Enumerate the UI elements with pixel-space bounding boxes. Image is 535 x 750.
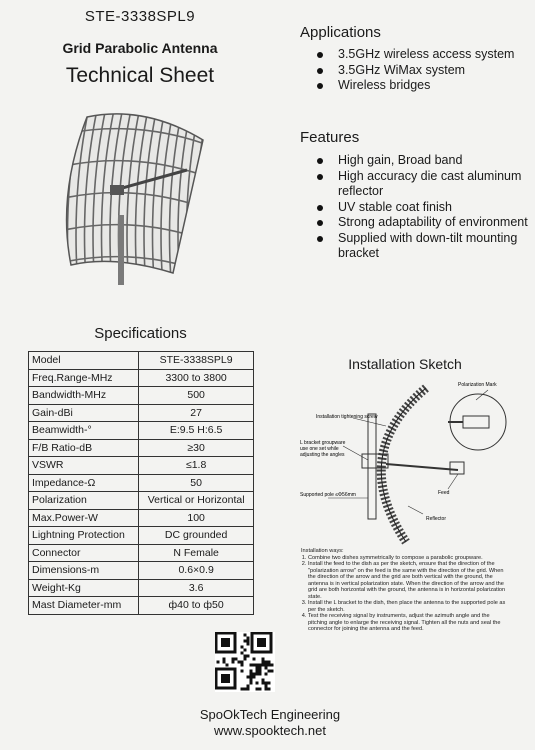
spec-value: 500 — [139, 387, 254, 405]
spec-label: F/B Ratio-dB — [29, 439, 139, 457]
spec-label: Polarization — [29, 492, 139, 510]
bracket-label: L bracket groupware use one set while adjusting the angles — [300, 440, 346, 458]
spec-label: Weight-Kg — [29, 579, 139, 597]
spec-value: DC grounded — [139, 527, 254, 545]
spec-label: Connector — [29, 544, 139, 562]
list-item: 4. Test the receiving signal by instruments, adjust the azimuth angle and the pitching angle to enlarge the receiving signal. Tighten all the nuts and seal the connector for joining the antenna and the feed. — [308, 613, 506, 633]
table-row — [29, 422, 254, 440]
list-item: 3.5GHz wireless access system — [300, 47, 530, 63]
tightening-screw-label: Installation tightening screw — [316, 414, 378, 420]
applications-list — [300, 47, 530, 94]
polarization-mark-label: Polarization Mark — [458, 382, 497, 388]
installation-ways-title: Installation ways: — [301, 548, 344, 554]
specifications-title: Specifications — [94, 325, 187, 342]
spec-value: 3.6 — [139, 579, 254, 597]
spec-value: 0.6×0.9 — [139, 562, 254, 580]
model-heading: STE-3338SPL9 — [84, 8, 196, 25]
list-item: Wireless bridges — [300, 78, 530, 94]
company-name: SpoOkTech Engineering — [199, 707, 341, 722]
installation-sketch-diagram — [298, 374, 510, 546]
list-item: Strong adaptability of environment — [300, 215, 530, 231]
spec-label: Gain-dBi — [29, 404, 139, 422]
spec-value: 100 — [139, 509, 254, 527]
spec-value: 27 — [139, 404, 254, 422]
installation-title: Installation Sketch — [348, 356, 462, 372]
table-row — [29, 352, 254, 370]
spec-value: N Female — [139, 544, 254, 562]
antenna-image — [55, 105, 205, 285]
spec-label: Freq.Range-MHz — [29, 369, 139, 387]
spec-value: ф40 to ф50 — [139, 597, 254, 615]
list-item: 3.5GHz WiMax system — [300, 63, 530, 79]
spec-label: Lightning Protection — [29, 527, 139, 545]
list-item: 1. Combine two dishes symmetrically to compose a parabolic groupware. — [308, 555, 506, 562]
list-item: High gain, Broad band — [300, 153, 530, 169]
spec-label: Mast Diameter-mm — [29, 597, 139, 615]
table-row — [29, 474, 254, 492]
pole-label: Supported pole ≤Φ56mm — [300, 492, 356, 498]
table-row — [29, 404, 254, 422]
qr-code-image — [215, 632, 275, 692]
spec-label: Beamwidth-° — [29, 422, 139, 440]
table-row — [29, 492, 254, 510]
spec-value: E:9.5 H:6.5 — [139, 422, 254, 440]
list-item: Supplied with down-tilt mounting bracket — [300, 231, 530, 262]
spec-value: STE-3338SPL9 — [139, 352, 254, 370]
spec-label: Bandwidth-MHz — [29, 387, 139, 405]
table-row — [29, 369, 254, 387]
features-list — [300, 153, 530, 262]
table-row — [29, 579, 254, 597]
sheet-title: Technical Sheet — [65, 64, 215, 87]
product-heading: Grid Parabolic Antenna — [62, 40, 218, 56]
spec-value: ≤1.8 — [139, 457, 254, 475]
spec-value: ≥30 — [139, 439, 254, 457]
table-row — [29, 544, 254, 562]
spec-label: Impedance-Ω — [29, 474, 139, 492]
specifications-table — [28, 351, 254, 615]
features-title: Features — [300, 129, 360, 146]
list-item: UV stable coat finish — [300, 200, 530, 216]
spec-value: Vertical or Horizontal — [139, 492, 254, 510]
spec-value: 3300 to 3800 — [139, 369, 254, 387]
list-item: High accuracy die cast aluminum reflector — [300, 169, 530, 200]
spec-label: VSWR — [29, 457, 139, 475]
spec-value: 50 — [139, 474, 254, 492]
table-row — [29, 439, 254, 457]
spec-label: Dimensions-m — [29, 562, 139, 580]
table-row — [29, 527, 254, 545]
applications-title: Applications — [300, 24, 381, 41]
table-row — [29, 387, 254, 405]
table-row — [29, 457, 254, 475]
list-item: 3. Install the L bracket to the dish, then place the antenna to the supported pole as per the sketch. — [308, 600, 506, 613]
spec-label: Model — [29, 352, 139, 370]
feed-label: Feed — [438, 490, 450, 496]
company-website: www.spooktech.net — [213, 723, 326, 738]
table-row — [29, 597, 254, 615]
table-row — [29, 509, 254, 527]
list-item: 2. Install the feed to the dish as per the sketch, ensure that the direction of the "polarization arrow" on the feed is the same with the direction of the grid. When the direction of the arrow and the grid are both vertical with the ground, the antenna is in vertical polarization state. When the direction of the arrow and the grid are both horizontal with the ground, the antenna is in horizontal polarization state. — [308, 561, 506, 600]
reflector-label: Reflector — [426, 516, 447, 522]
table-row — [29, 562, 254, 580]
spec-label: Max.Power-W — [29, 509, 139, 527]
installation-instructions — [301, 548, 506, 633]
